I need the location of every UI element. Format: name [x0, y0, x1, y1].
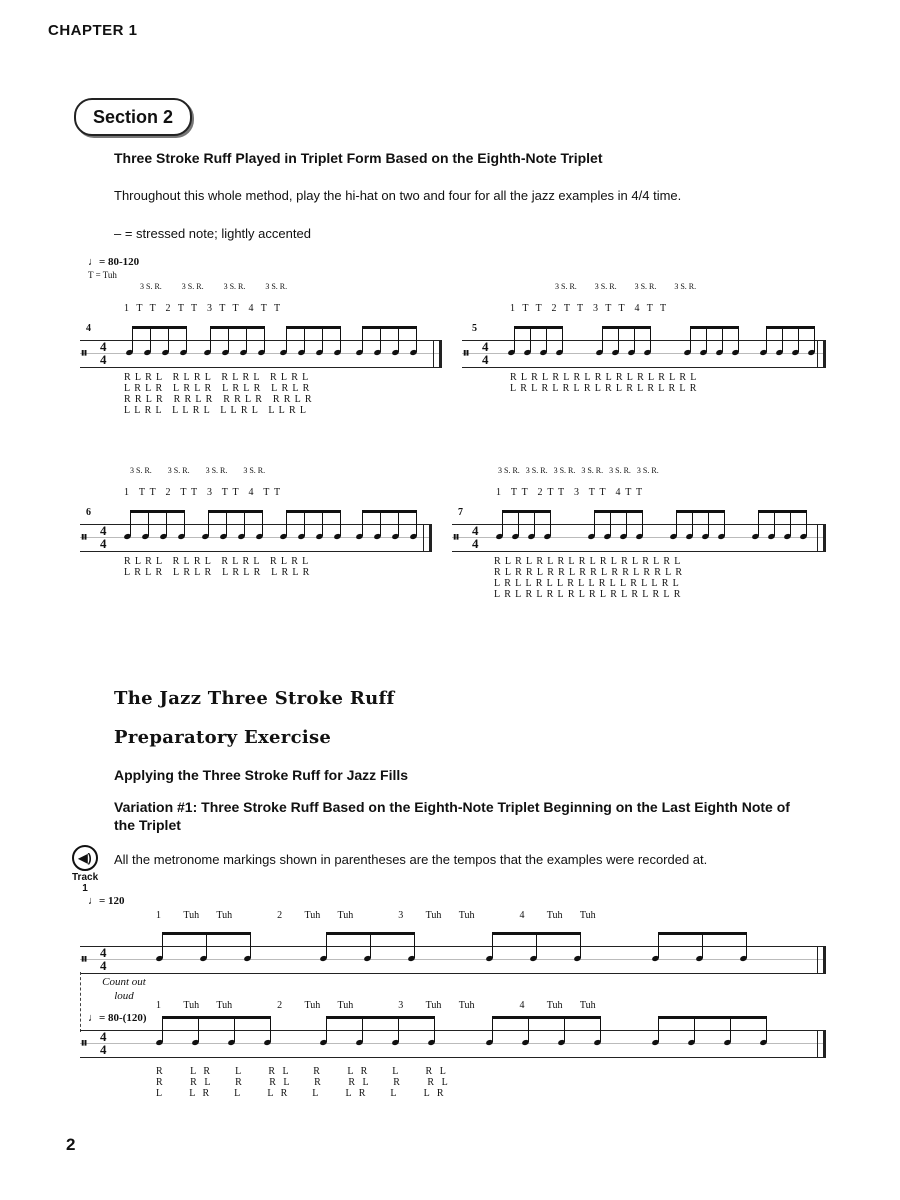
note-stem	[618, 326, 619, 352]
section-badge: Section 2	[74, 98, 192, 136]
note-stem	[502, 510, 503, 536]
ex7-ruff-labels: 3 S. R. 3 S. R. 3 S. R. 3 S. R. 3 S. R. 3 S. R.	[498, 466, 659, 475]
note-stem	[226, 510, 227, 536]
note-stem	[162, 1016, 163, 1042]
note-beam	[208, 510, 263, 513]
note-stem	[162, 932, 163, 958]
note-stem	[304, 326, 305, 352]
note-stem	[492, 932, 493, 958]
variation-heading: Variation #1: Three Stroke Ruff Based on the Eighth-Note Triplet Beginning on the Last Eighth Note of the Triplet	[114, 799, 790, 833]
note-stem	[326, 1016, 327, 1042]
ex5-ruff-labels: 3 S. R. 3 S. R. 3 S. R. 3 S. R.	[555, 282, 697, 291]
note-stem	[626, 510, 627, 536]
note-beam	[658, 932, 747, 935]
note-beam	[162, 1016, 271, 1019]
note-beam	[502, 510, 551, 513]
note-stem	[130, 510, 131, 536]
system-bracket	[80, 972, 81, 1032]
subtitle-three-stroke-ruff: Three Stroke Ruff Played in Triplet Form Based on the Eighth-Note Triplet	[114, 150, 603, 166]
note-stem	[398, 510, 399, 536]
note-stem	[416, 326, 417, 352]
note-stem	[658, 932, 659, 958]
note-beam	[766, 326, 815, 329]
note-stem	[594, 510, 595, 536]
ex4-counts: 1 T T 2 T T 3 T T 4 T T	[124, 303, 281, 314]
note-stem	[600, 1016, 601, 1042]
ex5-counts: 1 T T 2 T T 3 T T 4 T T	[510, 303, 667, 314]
ex6-ruff-labels: 3 S. R. 3 S. R. 3 S. R. 3 S. R.	[130, 466, 266, 475]
note-beam	[162, 932, 251, 935]
note-beam	[326, 932, 415, 935]
note-stem	[550, 510, 551, 536]
note-stem	[722, 326, 723, 352]
note-stem	[766, 1016, 767, 1042]
note-stem	[738, 326, 739, 352]
note-stem	[208, 510, 209, 536]
note-stem	[518, 510, 519, 536]
note-stem	[250, 932, 251, 958]
note-stem	[186, 326, 187, 352]
note-stem	[322, 326, 323, 352]
percussion-clef-icon: 𝄥	[82, 345, 86, 361]
note-stem	[206, 932, 207, 958]
note-stem	[562, 326, 563, 352]
jazz-counts-top: 1 Tuh Tuh 2 Tuh Tuh 3 Tuh Tuh 4 Tuh Tuh	[156, 910, 596, 921]
note-stem	[758, 510, 759, 536]
note-stem	[148, 510, 149, 536]
ex6-counts: 1 T T 2 T T 3 T T 4 T T	[124, 487, 281, 498]
jazz-sticking: R L R L R L R L R L R L R R L R R L R R L R R L L L R L L R L L R L L R	[156, 1066, 448, 1099]
jazz-counts-bottom: 1 Tuh Tuh 2 Tuh Tuh 3 Tuh Tuh 4 Tuh Tuh	[156, 1000, 596, 1011]
note-stem	[244, 510, 245, 536]
page-number: 2	[66, 1135, 76, 1154]
note-stem	[362, 1016, 363, 1042]
speaker-icon: ◀)	[72, 845, 98, 871]
track-label: Track 1	[72, 872, 99, 894]
note-stem	[534, 510, 535, 536]
note-stem	[234, 1016, 235, 1042]
note-stem	[730, 1016, 731, 1042]
legend-text: – = stressed note; lightly accented	[114, 226, 311, 241]
note-beam	[362, 510, 417, 513]
ex7-number: 7	[458, 507, 463, 518]
note-stem	[706, 326, 707, 352]
note-stem	[702, 932, 703, 958]
note-stem	[564, 1016, 565, 1042]
note-beam	[492, 932, 581, 935]
note-stem	[650, 326, 651, 352]
note-stem	[766, 326, 767, 352]
tempo-key: T = Tuh	[88, 270, 117, 280]
note-beam	[286, 510, 341, 513]
note-stem	[322, 510, 323, 536]
chapter-label: CHAPTER 1	[48, 22, 138, 39]
note-beam	[286, 326, 341, 329]
note-stem	[610, 510, 611, 536]
note-stem	[658, 1016, 659, 1042]
count-out-loud-label: Count out loud	[102, 976, 146, 1002]
note-beam	[514, 326, 563, 329]
note-stem	[150, 326, 151, 352]
note-stem	[694, 1016, 695, 1042]
note-stem	[708, 510, 709, 536]
note-stem	[634, 326, 635, 352]
note-beam	[132, 326, 187, 329]
note-beam	[362, 326, 417, 329]
note-stem	[246, 326, 247, 352]
final-barline	[817, 340, 826, 367]
ex5-number: 5	[472, 323, 477, 334]
note-stem	[326, 932, 327, 958]
audio-track-badge	[72, 845, 98, 894]
time-signature: 4 4	[100, 523, 107, 551]
note-stem	[790, 510, 791, 536]
note-stem	[546, 326, 547, 352]
tempo-marking-120: ♩= 120	[88, 895, 125, 907]
tempo-marking-80-120: ♩= 80-(120)	[88, 1012, 147, 1024]
note-stem	[184, 510, 185, 536]
time-signature: 4 4	[100, 945, 107, 973]
note-stem	[398, 1016, 399, 1042]
note-beam	[602, 326, 651, 329]
final-barline	[817, 524, 826, 551]
note-beam	[658, 1016, 767, 1019]
percussion-clef-icon: 𝄥	[82, 529, 86, 545]
note-stem	[380, 326, 381, 352]
note-beam	[326, 1016, 435, 1019]
note-beam	[210, 326, 265, 329]
ex4-ruff-labels: 3 S. R. 3 S. R. 3 S. R. 3 S. R.	[140, 282, 288, 291]
note-stem	[798, 326, 799, 352]
jazz-staff-top	[80, 946, 826, 974]
note-stem	[814, 326, 815, 352]
note-stem	[362, 510, 363, 536]
note-stem	[286, 326, 287, 352]
ex7-counts: 1 T T 2 T T 3 T T 4 T T	[496, 487, 643, 498]
note-stem	[642, 510, 643, 536]
final-barline	[817, 946, 826, 973]
ex7-sticking: RLRLRLRLRLRLRLRLRL RLRRLRRLRRLRRLRRLR LRLLRLLRLLRLLRLLRL LRLRLRLRLRLRLRLRLR	[494, 556, 687, 600]
note-stem	[340, 326, 341, 352]
note-beam	[594, 510, 643, 513]
note-beam	[492, 1016, 601, 1019]
note-stem	[262, 510, 263, 536]
note-stem	[414, 932, 415, 958]
ex6-number: 6	[86, 507, 91, 518]
note-stem	[724, 510, 725, 536]
note-stem	[270, 1016, 271, 1042]
ex4-sticking: RLRL RLRL RLRL RLRL LRLR LRLR LRLR LRLR RRLR RRLR RRLR RRLR LLRL LLRL LLRL LLRL	[124, 372, 316, 416]
note-stem	[528, 1016, 529, 1042]
note-stem	[580, 932, 581, 958]
time-signature: 4 4	[472, 523, 479, 551]
note-beam	[758, 510, 807, 513]
note-stem	[536, 932, 537, 958]
time-signature: 4 4	[100, 1029, 107, 1057]
note-stem	[380, 510, 381, 536]
note-stem	[166, 510, 167, 536]
preparatory-heading: Preparatory Exercise	[114, 727, 332, 748]
final-barline	[433, 340, 442, 367]
note-beam	[690, 326, 739, 329]
note-stem	[746, 932, 747, 958]
note-stem	[286, 510, 287, 536]
percussion-clef-icon: 𝄥	[82, 1035, 86, 1051]
ex6-sticking: RLRL RLRL RLRL RLRL LRLR LRLR LRLR LRLR	[124, 556, 314, 578]
time-signature: 4 4	[100, 339, 107, 367]
note-stem	[692, 510, 693, 536]
note-stem	[398, 326, 399, 352]
note-stem	[530, 326, 531, 352]
note-stem	[774, 510, 775, 536]
ex4-number: 4	[86, 323, 91, 334]
jazz-ruff-heading: The Jazz Three Stroke Ruff	[114, 688, 395, 709]
final-barline	[817, 1030, 826, 1057]
metronome-note: All the metronome markings shown in parentheses are the tempos that the examples were recorded at.	[114, 852, 708, 867]
ex5-sticking: RLRLRLRLRLRLRLRLRL LRLRLRLRLRLRLRLRLR	[510, 372, 701, 394]
note-stem	[602, 326, 603, 352]
final-barline	[423, 524, 432, 551]
tempo-marking-top: ♩= 80-120	[88, 256, 140, 268]
note-stem	[228, 326, 229, 352]
time-signature: 4 4	[482, 339, 489, 367]
note-stem	[782, 326, 783, 352]
note-stem	[676, 510, 677, 536]
note-stem	[168, 326, 169, 352]
note-stem	[690, 326, 691, 352]
note-stem	[264, 326, 265, 352]
note-stem	[416, 510, 417, 536]
note-beam	[130, 510, 185, 513]
applying-heading: Applying the Three Stroke Ruff for Jazz Fills	[114, 767, 409, 783]
note-stem	[362, 326, 363, 352]
note-stem	[434, 1016, 435, 1042]
percussion-clef-icon: 𝄥	[454, 529, 458, 545]
note-stem	[806, 510, 807, 536]
note-stem	[132, 326, 133, 352]
percussion-clef-icon: 𝄥	[82, 951, 86, 967]
note-stem	[198, 1016, 199, 1042]
note-stem	[370, 932, 371, 958]
intro-text: Throughout this whole method, play the hi-hat on two and four for all the jazz examples in 4/4 time.	[114, 188, 682, 203]
note-stem	[514, 326, 515, 352]
percussion-clef-icon: 𝄥	[464, 345, 468, 361]
note-stem	[492, 1016, 493, 1042]
note-stem	[210, 326, 211, 352]
note-beam	[676, 510, 725, 513]
note-stem	[304, 510, 305, 536]
note-stem	[340, 510, 341, 536]
